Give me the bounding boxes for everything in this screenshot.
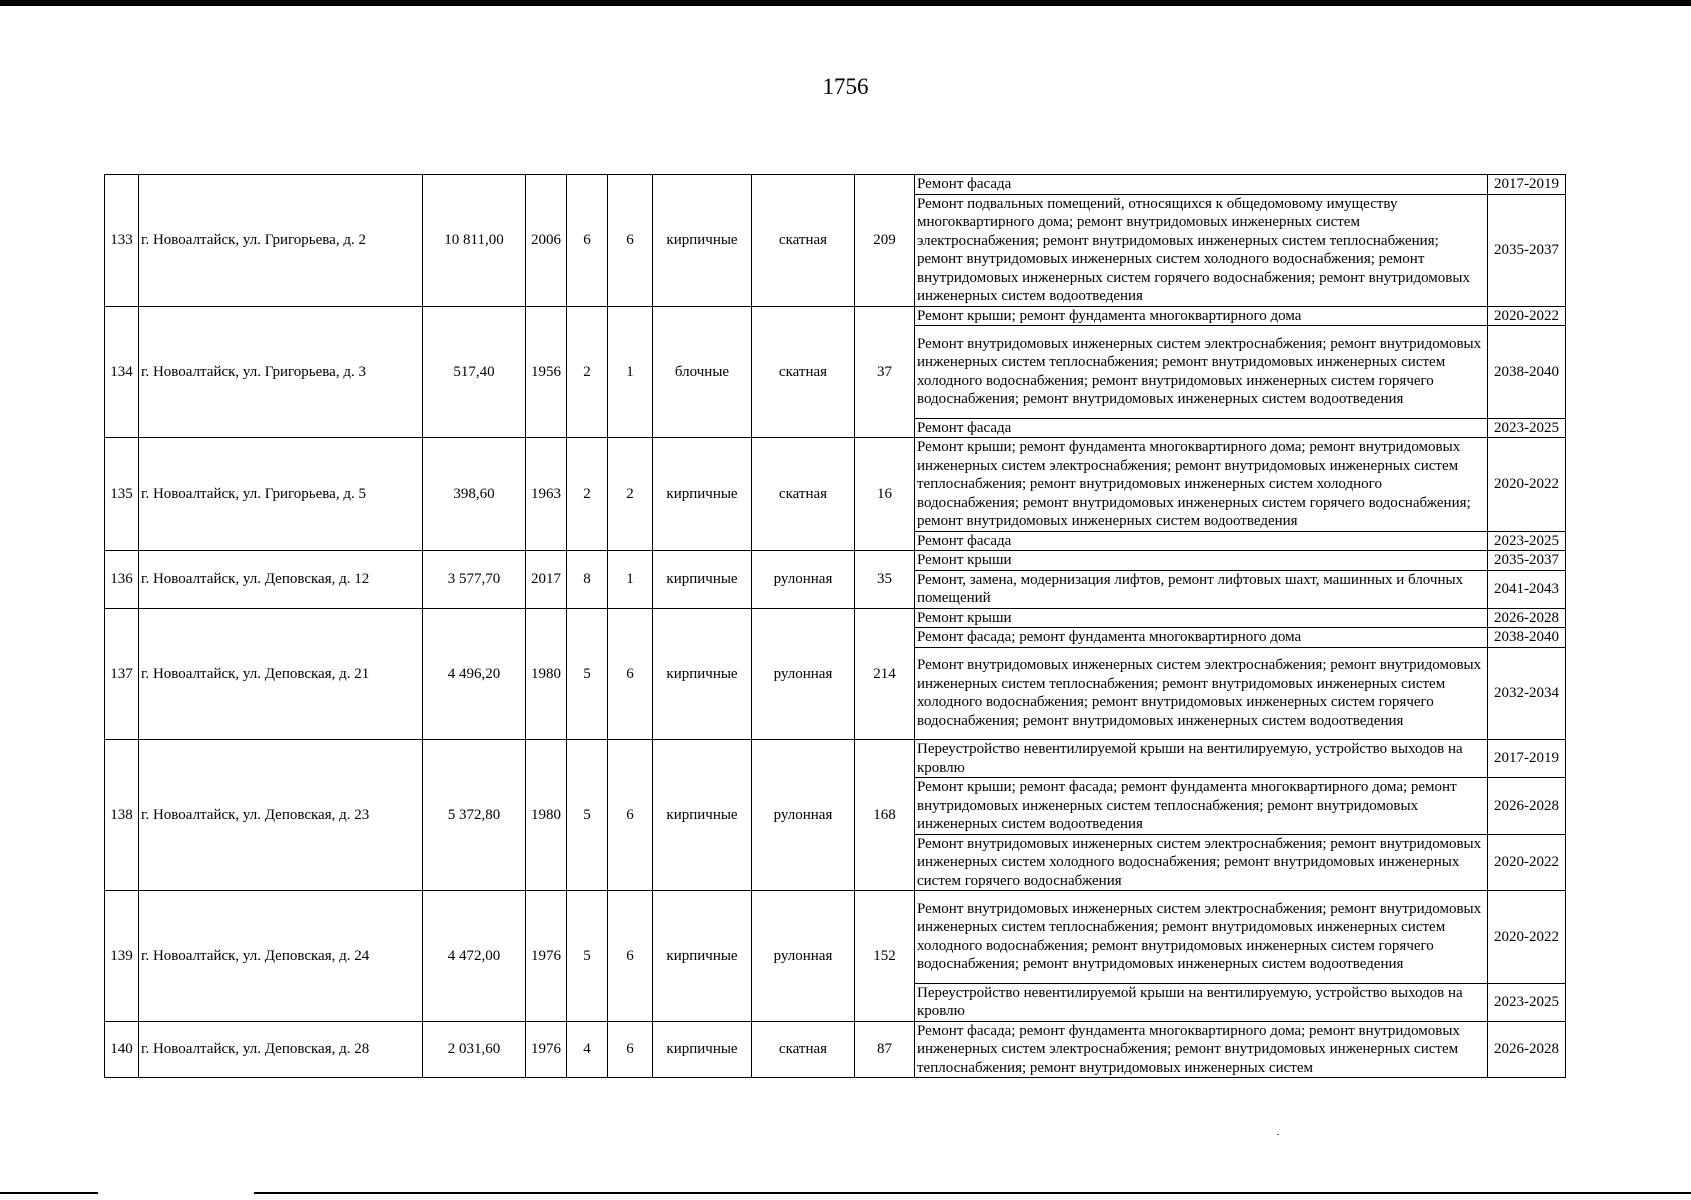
floors-cell: 4 [567, 1021, 608, 1078]
work-description-cell: Ремонт внутридомовых инженерных систем электроснабжения; ремонт внутридомовых инженерных систем холодного водоснабжения; ремонт внутридомовых инженерных систем горячего водоснабжения [915, 834, 1488, 891]
entrances-cell: 1 [608, 306, 653, 438]
area-cell: 2 031,60 [423, 1021, 526, 1078]
year-cell: 1980 [526, 740, 567, 891]
entrances-cell: 2 [608, 438, 653, 551]
work-description-cell: Переустройство невентилируемой крыши на вентилируемую, устройство выходов на кровлю [915, 983, 1488, 1021]
work-description-cell: Ремонт фасада [915, 531, 1488, 551]
work-period-cell: 2017-2019 [1488, 175, 1566, 195]
table-row [105, 175, 1566, 195]
year-cell: 1963 [526, 438, 567, 551]
residents-cell: 168 [855, 740, 915, 891]
row-number: 134 [105, 306, 139, 438]
area-cell: 3 577,70 [423, 551, 526, 609]
work-description-cell: Ремонт подвальных помещений, относящихся к общедомовому имуществу многоквартирного дома; ремонт внутридомовых инженерных систем электроснабжения; ремонт внутридомовых инженерных систем теплоснабжения; ремонт внутридомовых инженерных систем холодного водоснабжения; ремонт внутридомовых инженерных систем горячего водоснабжения; ремонт внутридомовых инженерных систем водоотведения [915, 194, 1488, 306]
year-cell: 1976 [526, 1021, 567, 1078]
work-period-cell: 2032-2034 [1488, 647, 1566, 740]
work-description-cell: Ремонт фасада [915, 175, 1488, 195]
area-cell: 10 811,00 [423, 175, 526, 307]
work-period-cell: 2017-2019 [1488, 740, 1566, 778]
work-period-cell: 2038-2040 [1488, 326, 1566, 419]
entrances-cell: 6 [608, 740, 653, 891]
work-description-cell: Ремонт фасада; ремонт фундамента многоквартирного дома; ремонт внутридомовых инженерных систем электроснабжения; ремонт внутридомовых инженерных систем теплоснабжения; ремонт внутридомовых инженерных систем [915, 1021, 1488, 1078]
floors-cell: 5 [567, 740, 608, 891]
work-description-cell: Ремонт, замена, модернизация лифтов, ремонт лифтовых шахт, машинных и блочных помещений [915, 570, 1488, 608]
year-cell: 1956 [526, 306, 567, 438]
entrances-cell: 6 [608, 1021, 653, 1078]
work-period-cell: 2035-2037 [1488, 551, 1566, 571]
roof-type-cell: скатная [752, 1021, 855, 1078]
roof-type-cell: скатная [752, 306, 855, 438]
year-cell: 1976 [526, 891, 567, 1022]
area-cell: 398,60 [423, 438, 526, 551]
work-period-cell: 2023-2025 [1488, 418, 1566, 438]
roof-type-cell: скатная [752, 175, 855, 307]
table-row [105, 1021, 1566, 1078]
wall-material-cell: кирпичные [653, 438, 752, 551]
roof-type-cell: рулонная [752, 551, 855, 609]
address-cell: г. Новоалтайск, ул. Григорьева, д. 2 [139, 175, 423, 307]
wall-material-cell: блочные [653, 306, 752, 438]
work-period-cell: 2035-2037 [1488, 194, 1566, 306]
work-period-cell: 2023-2025 [1488, 983, 1566, 1021]
work-description-cell: Ремонт крыши; ремонт фундамента многоквартирного дома; ремонт внутридомовых инженерных систем электроснабжения; ремонт внутридомовых инженерных систем теплоснабжения; ремонт внутридомовых инженерных систем холодного водоснабжения; ремонт внутридомовых инженерных систем горячего водоснабжения; ремонт внутридомовых инженерных систем водоотведения [915, 438, 1488, 532]
entrances-cell: 6 [608, 891, 653, 1022]
work-period-cell: 2020-2022 [1488, 306, 1566, 326]
address-cell: г. Новоалтайск, ул. Деповская, д. 21 [139, 608, 423, 740]
year-cell: 2017 [526, 551, 567, 609]
work-period-cell: 2023-2025 [1488, 531, 1566, 551]
roof-type-cell: скатная [752, 438, 855, 551]
capital-repair-table [104, 174, 1566, 1078]
address-cell: г. Новоалтайск, ул. Деповская, д. 28 [139, 1021, 423, 1078]
row-number: 138 [105, 740, 139, 891]
top-border [0, 0, 1691, 6]
residents-cell: 152 [855, 891, 915, 1022]
work-description-cell: Ремонт внутридомовых инженерных систем электроснабжения; ремонт внутридомовых инженерных систем теплоснабжения; ремонт внутридомовых инженерных систем холодного водоснабжения; ремонт внутридомовых инженерных систем горячего водоснабжения; ремонт внутридомовых инженерных систем водоотведения [915, 326, 1488, 419]
roof-type-cell: рулонная [752, 608, 855, 740]
floors-cell: 6 [567, 175, 608, 307]
bottom-rule-right [254, 1192, 1691, 1194]
work-period-cell: 2038-2040 [1488, 628, 1566, 648]
work-period-cell: 2041-2043 [1488, 570, 1566, 608]
work-description-cell: Ремонт крыши [915, 608, 1488, 628]
work-period-cell: 2020-2022 [1488, 438, 1566, 532]
address-cell: г. Новоалтайск, ул. Деповская, д. 23 [139, 740, 423, 891]
work-description-cell: Ремонт крыши; ремонт фундамента многоквартирного дома [915, 306, 1488, 326]
wall-material-cell: кирпичные [653, 740, 752, 891]
year-cell: 1980 [526, 608, 567, 740]
floors-cell: 8 [567, 551, 608, 609]
entrances-cell: 6 [608, 175, 653, 307]
row-number: 140 [105, 1021, 139, 1078]
roof-type-cell: рулонная [752, 891, 855, 1022]
wall-material-cell: кирпичные [653, 175, 752, 307]
residents-cell: 214 [855, 608, 915, 740]
roof-type-cell: рулонная [752, 740, 855, 891]
wall-material-cell: кирпичные [653, 551, 752, 609]
row-number: 136 [105, 551, 139, 609]
work-description-cell: Ремонт фасада [915, 418, 1488, 438]
residents-cell: 37 [855, 306, 915, 438]
work-period-cell: 2020-2022 [1488, 834, 1566, 891]
address-cell: г. Новоалтайск, ул. Деповская, д. 24 [139, 891, 423, 1022]
table-row [105, 740, 1566, 778]
floors-cell: 2 [567, 438, 608, 551]
table-row [105, 891, 1566, 984]
scan-speck [1277, 1134, 1279, 1135]
area-cell: 4 472,00 [423, 891, 526, 1022]
table-row [105, 438, 1566, 532]
page-number: 1756 [822, 74, 869, 99]
work-period-cell: 2020-2022 [1488, 891, 1566, 984]
address-cell: г. Новоалтайск, ул. Григорьева, д. 3 [139, 306, 423, 438]
entrances-cell: 6 [608, 608, 653, 740]
work-description-cell: Ремонт крыши [915, 551, 1488, 571]
row-number: 137 [105, 608, 139, 740]
work-description-cell: Ремонт крыши; ремонт фасада; ремонт фундамента многоквартирного дома; ремонт внутридомовых инженерных систем теплоснабжения; ремонт внутридомовых инженерных систем водоотведения [915, 778, 1488, 835]
residents-cell: 35 [855, 551, 915, 609]
table-row [105, 551, 1566, 571]
work-description-cell: Ремонт внутридомовых инженерных систем электроснабжения; ремонт внутридомовых инженерных систем теплоснабжения; ремонт внутридомовых инженерных систем холодного водоснабжения; ремонт внутридомовых инженерных систем горячего водоснабжения; ремонт внутридомовых инженерных систем водоотведения [915, 647, 1488, 740]
wall-material-cell: кирпичные [653, 608, 752, 740]
residents-cell: 209 [855, 175, 915, 307]
floors-cell: 2 [567, 306, 608, 438]
work-description-cell: Переустройство невентилируемой крыши на вентилируемую, устройство выходов на кровлю [915, 740, 1488, 778]
bottom-rule-left [0, 1192, 98, 1194]
work-description-cell: Ремонт фасада; ремонт фундамента многоквартирного дома [915, 628, 1488, 648]
work-period-cell: 2026-2028 [1488, 1021, 1566, 1078]
work-description-cell: Ремонт внутридомовых инженерных систем электроснабжения; ремонт внутридомовых инженерных систем теплоснабжения; ремонт внутридомовых инженерных систем холодного водоснабжения; ремонт внутридомовых инженерных систем горячего водоснабжения; ремонт внутридомовых инженерных систем водоотведения [915, 891, 1488, 984]
table-row [105, 608, 1566, 628]
area-cell: 5 372,80 [423, 740, 526, 891]
area-cell: 4 496,20 [423, 608, 526, 740]
wall-material-cell: кирпичные [653, 1021, 752, 1078]
work-period-cell: 2026-2028 [1488, 778, 1566, 835]
row-number: 133 [105, 175, 139, 307]
wall-material-cell: кирпичные [653, 891, 752, 1022]
year-cell: 2006 [526, 175, 567, 307]
row-number: 139 [105, 891, 139, 1022]
entrances-cell: 1 [608, 551, 653, 609]
floors-cell: 5 [567, 608, 608, 740]
work-period-cell: 2026-2028 [1488, 608, 1566, 628]
address-cell: г. Новоалтайск, ул. Деповская, д. 12 [139, 551, 423, 609]
address-cell: г. Новоалтайск, ул. Григорьева, д. 5 [139, 438, 423, 551]
floors-cell: 5 [567, 891, 608, 1022]
area-cell: 517,40 [423, 306, 526, 438]
row-number: 135 [105, 438, 139, 551]
table-row [105, 306, 1566, 326]
residents-cell: 87 [855, 1021, 915, 1078]
residents-cell: 16 [855, 438, 915, 551]
